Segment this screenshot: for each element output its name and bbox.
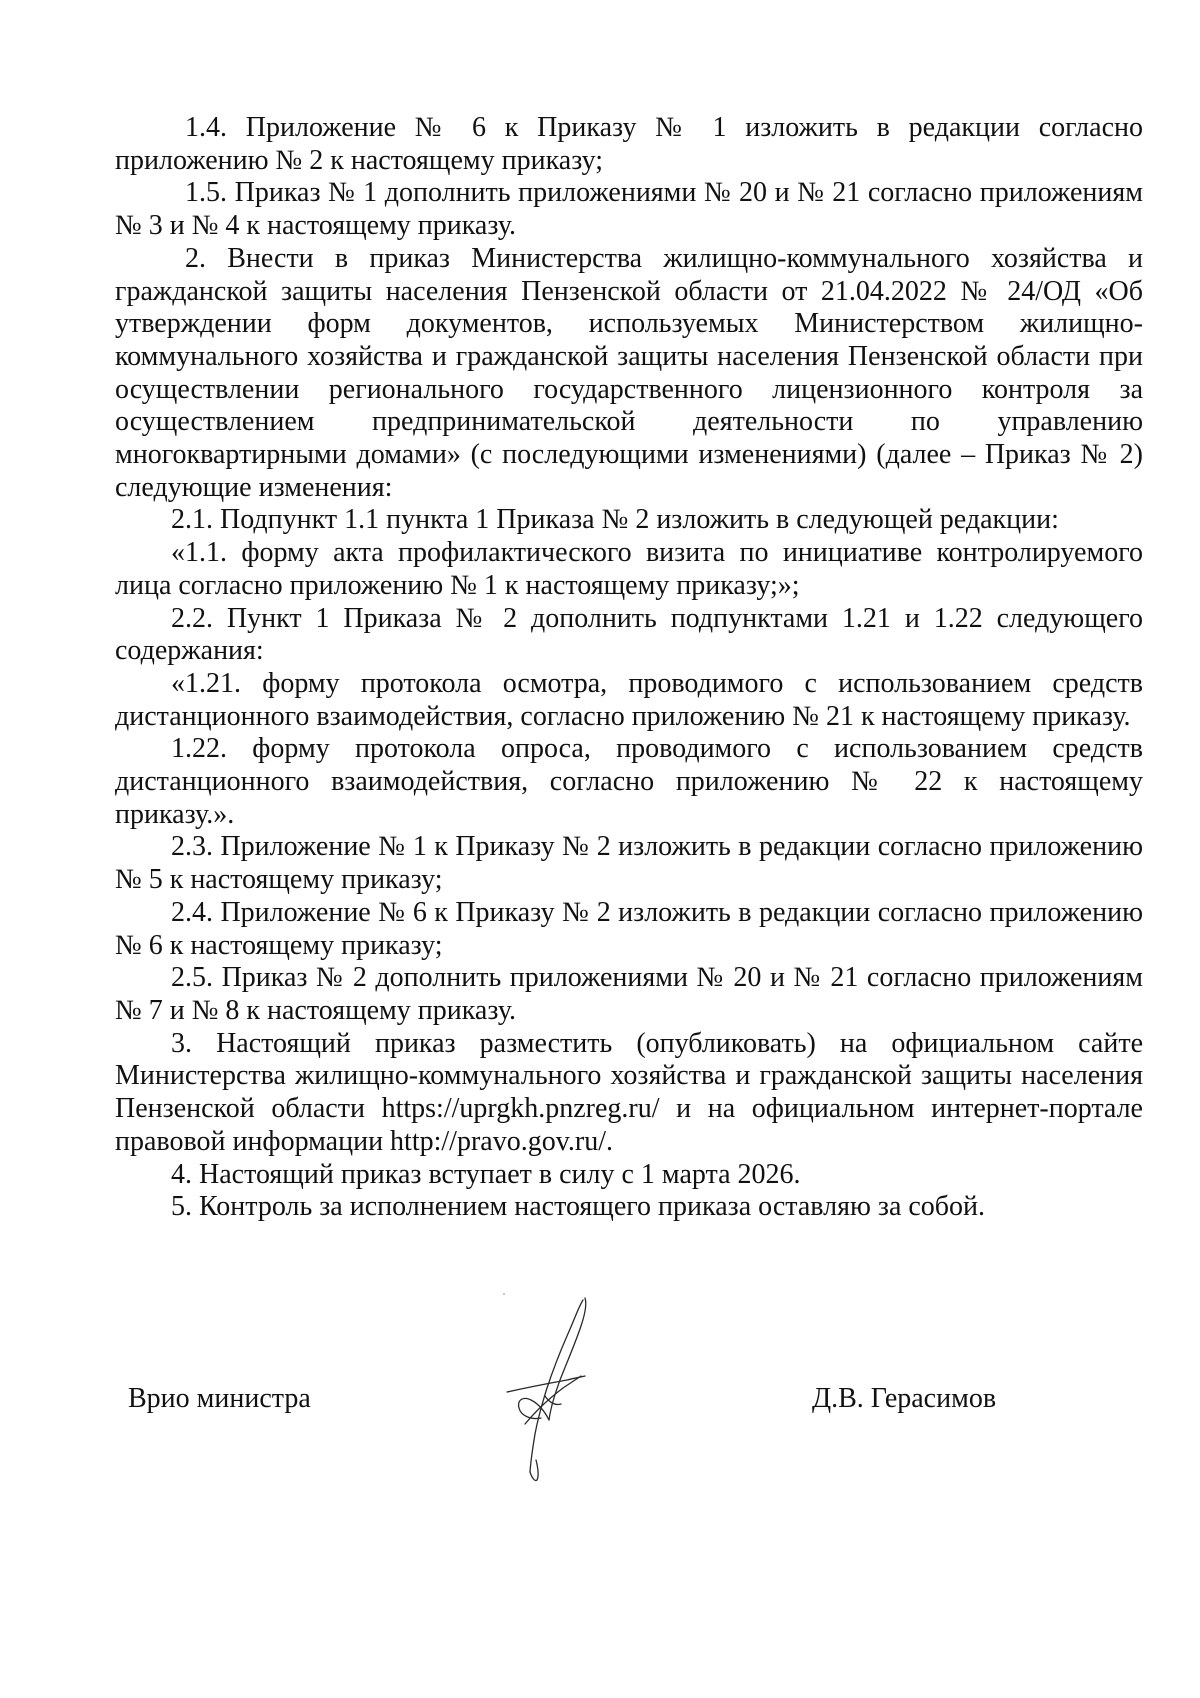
handwritten-signature-icon [505,1296,615,1486]
paragraph-2-3: 2.3. Приложение № 1 к Приказу № 2 изложить в редакции согласно приложению № 5 к настоящему приказу; [115,831,1143,896]
paragraph-2-5: 2.5. Приказ № 2 дополнить приложениями № 20 и № 21 согласно приложениям № 7 и № 8 к настоящему приказу. [115,962,1143,1026]
signature-return-stroke [549,1298,586,1420]
paragraph-1-1-quote: «1.1. форму акта профилактического визита по инициативе контролируемого лица согласно приложению № 1 к настоящему приказу;»; [115,537,1143,601]
paragraph-2-4: 2.4. Приложение № 6 к Приказу № 2 изложить в редакции согласно приложению № 6 к настоящему приказу; [115,896,1143,961]
signature-tail-stroke [530,1460,538,1481]
signer-position: Врио министра [128,1383,311,1414]
document-body [115,112,1143,1224]
paragraph-2-2: 2.2. Пункт 1 Приказа № 2 дополнить подпунктами 1.21 и 1.22 следующего содержания: [115,602,1143,667]
paragraph-5: 5. Контроль за исполнением настоящего приказа оставляю за собой. [171,1191,986,1223]
paragraph-2: 2. Внести в приказ Министерства жилищно-коммунального хозяйства и гражданской защиты населения Пензенской области от 21.04.2022 № 24/ОД «Об утверждении форм документов, используемых Министерством жилищно-коммунального хозяйства и гражданской защиты населения Пензенской области при осуществлении регионального государственного лицензионного контроля за осуществлением предпринимательской деятельности по управлению многоквартирными домами» (с последующими изменениями) (далее – Приказ № 2) следующие изменения: [115,242,1143,503]
paragraph-3: 3. Настоящий приказ разместить (опубликовать) на официальном сайте Министерства жилищно-коммунального хозяйства и гражданской защиты населения Пензенской области https://uprgkh.pnzreg.ru/ и на официальном интернет-портале правовой информации http://pravo.gov.ru/. [115,1027,1143,1157]
signature-diagonal-stroke [525,1376,581,1424]
paragraph-1-4: 1.4. Приложение № 6 к Приказу № 1 изложить в редакции согласно приложению № 2 к настоящему приказу; [115,112,1143,176]
paragraph-4: 4. Настоящий приказ вступает в силу с 1 марта 2026. [171,1158,801,1190]
scan-artifact [503,1293,505,1295]
signature-cross-stroke [507,1376,585,1392]
paragraph-1-5: 1.5. Приказ № 1 дополнить приложениями № 20 и № 21 согласно приложениям № 3 и № 4 к настоящему приказу. [115,177,1143,242]
signature-flick-stroke [545,1396,561,1405]
paragraph-2-1: 2.1. Подпункт 1.1 пункта 1 Приказа № 2 изложить в следующей редакции: [171,504,1059,536]
paragraph-1-22-quote: 1.22. форму протокола опроса, проводимого с использованием средств дистанционного взаимодействия, согласно приложению № 22 к настоящему приказу.». [115,733,1143,830]
signer-name: Д.В. Герасимов [812,1383,997,1414]
signature-main-stroke [530,1300,583,1472]
paragraph-1-21-quote: «1.21. форму протокола осмотра, проводимого с использованием средств дистанционного взаимодействия, согласно приложению № 21 к настоящему приказу. [115,667,1143,732]
signature-loop-stroke [519,1398,549,1420]
